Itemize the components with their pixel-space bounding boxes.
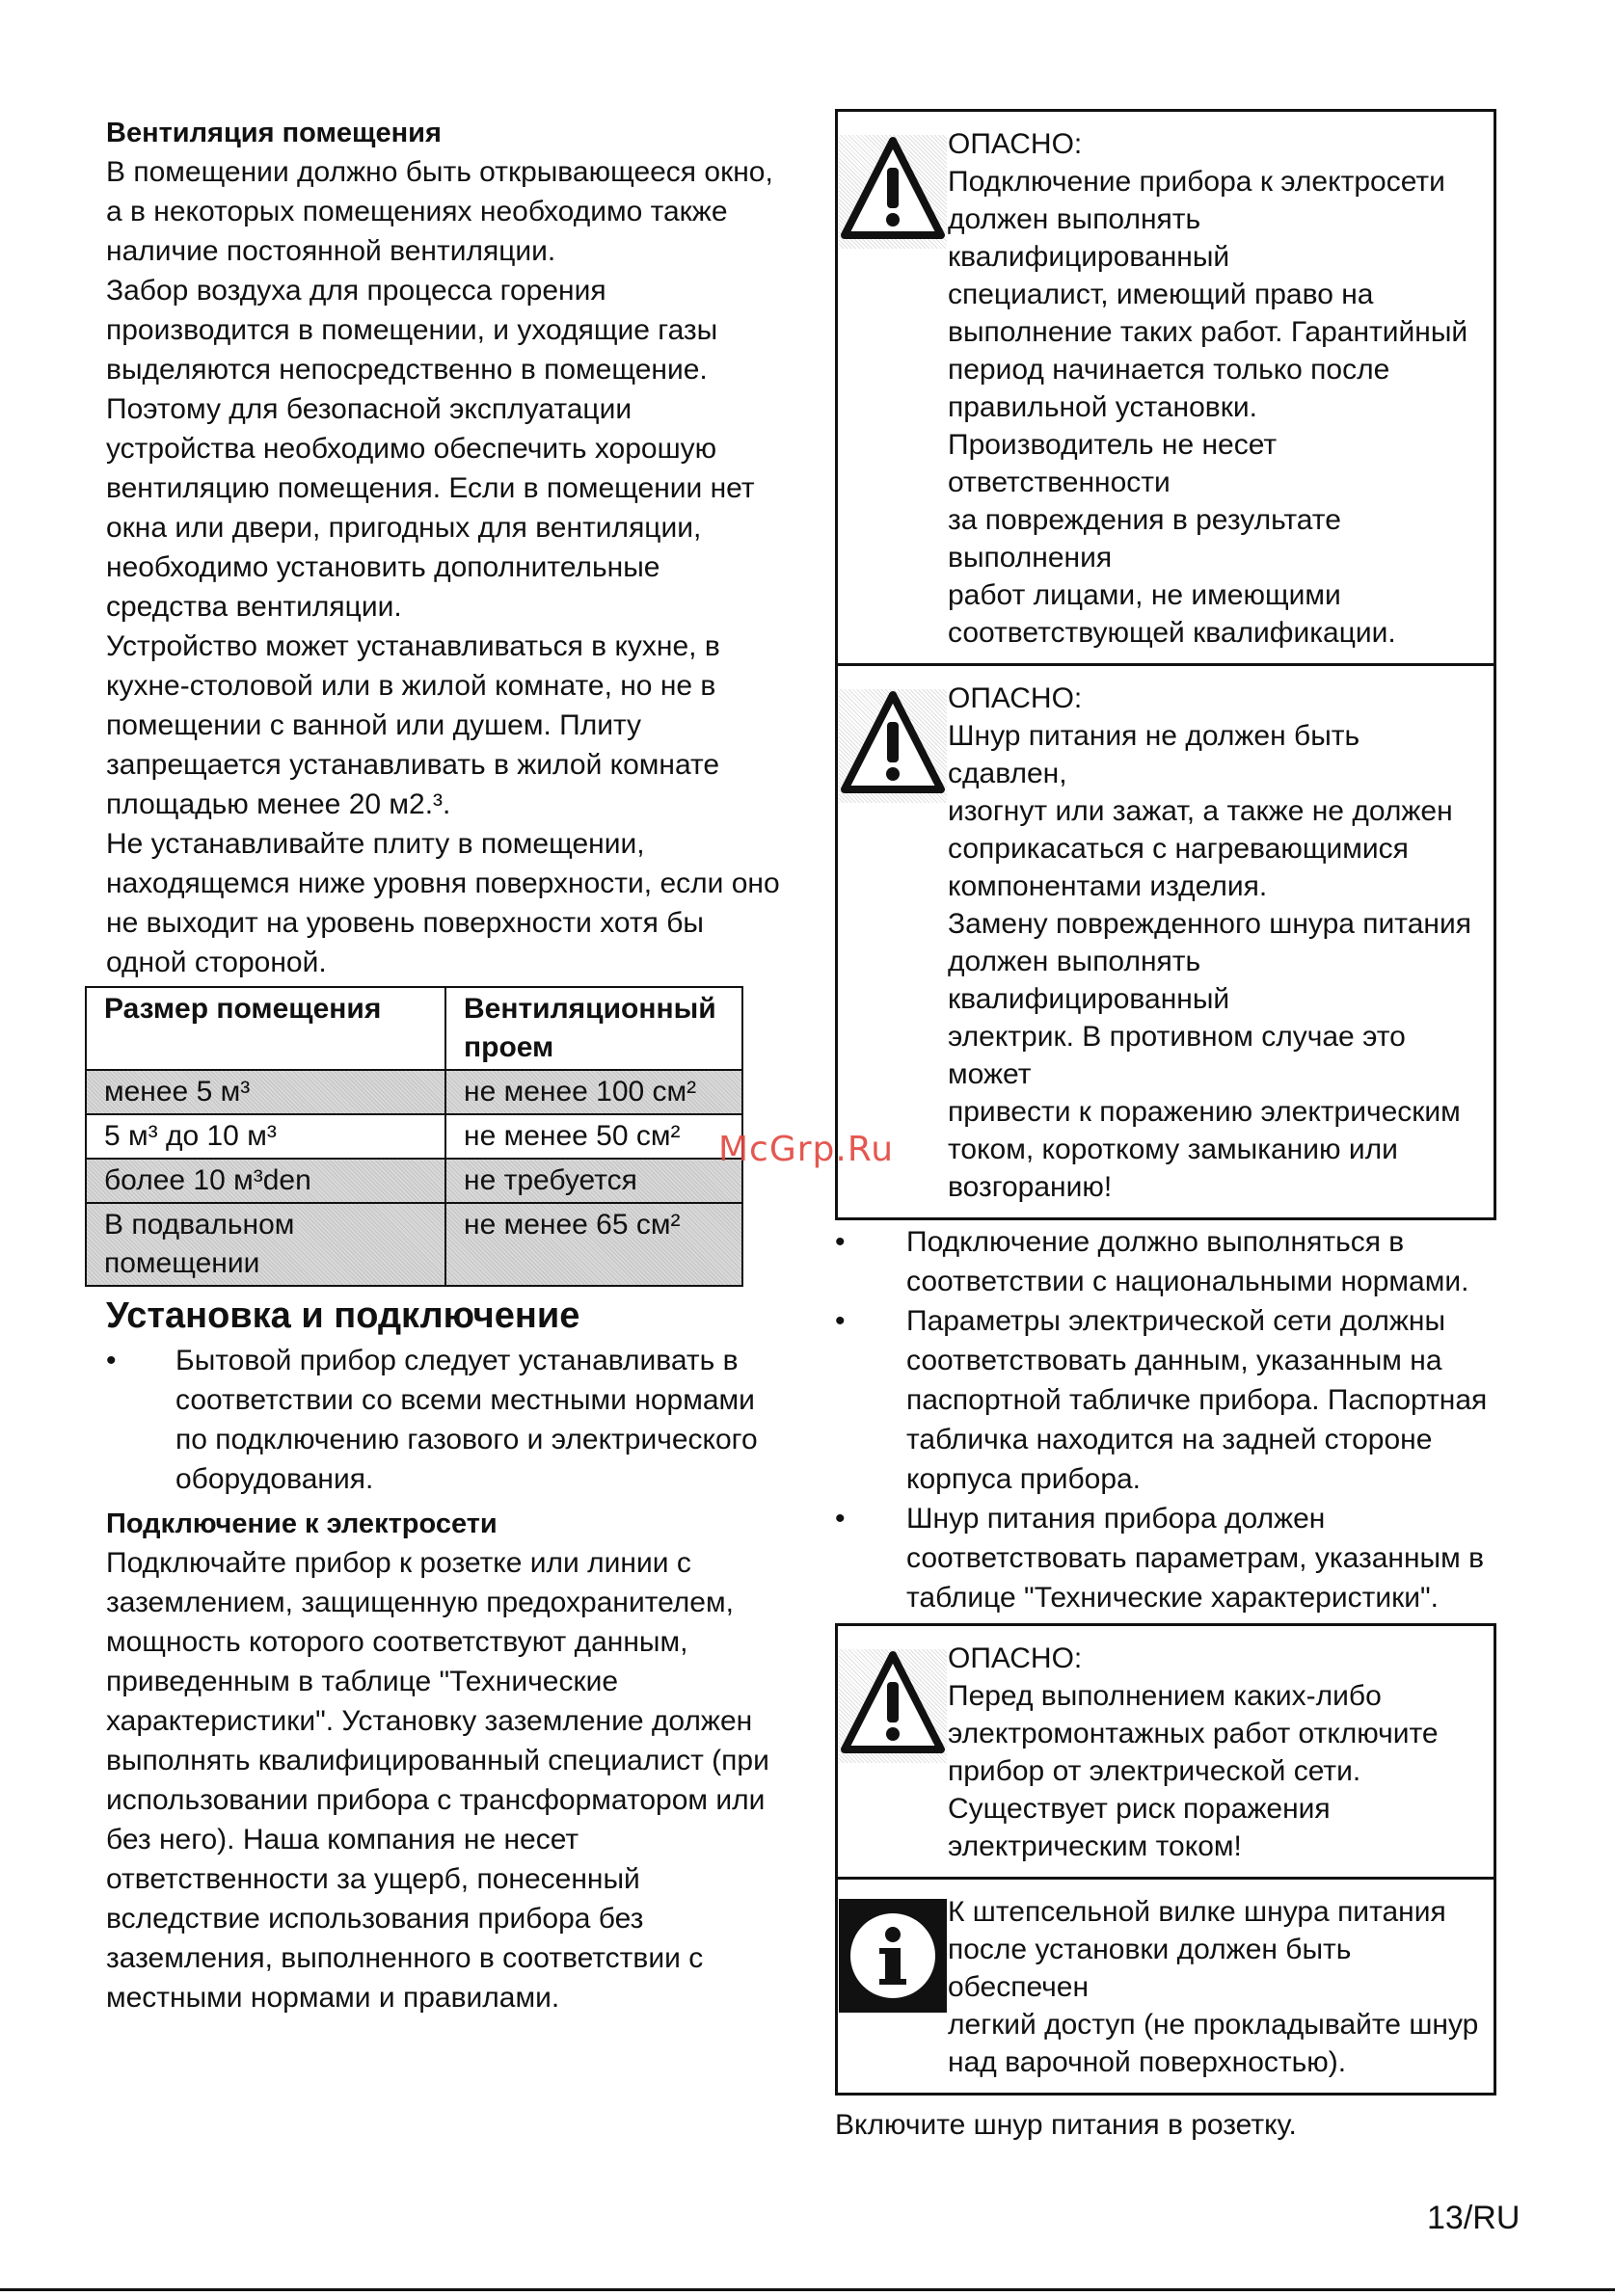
ventilation-heading: Вентиляция помещения [106, 118, 442, 148]
table-header-row [86, 987, 742, 1070]
danger-text: Перед выполнением каких-либо электромонтажных работ отключите прибор от электрической сети. Существует риск поражения электрическим током! [948, 1680, 1439, 1862]
connection-bullets [835, 1222, 1495, 1617]
ventilation-paragraph: Забор воздуха для процесса горения производится в помещении, и уходящие газы выделяются непосредственно в помещение. [106, 275, 718, 386]
table-cell: менее 5 м³ [86, 1070, 445, 1114]
table-row [86, 1203, 742, 1286]
table-row [86, 1114, 742, 1159]
warning-triangle-icon [839, 1649, 947, 1763]
right-column [835, 109, 1495, 2174]
danger-text: Замену поврежденного шнура питания должен выполнять квалифицированный электрик. В противном случае это может привести к поражению электрическим током, короткому замыканию или возгоранию! [948, 908, 1471, 1203]
table-cell: не менее 100 см² [445, 1070, 742, 1114]
watermark: McGrp.Ru [718, 1130, 895, 1169]
install-bullets [106, 1341, 781, 1499]
danger-box [838, 666, 1494, 1217]
table-header-cell: Вентиляционный проем [445, 987, 742, 1070]
warning-triangle-icon [839, 689, 947, 803]
ventilation-paragraph: Не устанавливайте плиту в помещении, находящемся ниже уровня поверхности, если оно не выходит на уровень поверхности хотя бы одной стороной. [106, 828, 780, 978]
warning-triangle-icon [839, 135, 947, 249]
table-cell: В подвальном помещении [86, 1203, 445, 1286]
closing-text: Включите шнур питания в розетку. [835, 2109, 1297, 2141]
electric-heading: Подключение к электросети [106, 1508, 498, 1539]
danger-title: ОПАСНО: [948, 682, 1083, 714]
electric-paragraph: Подключайте прибор к розетке или линии с заземлением, защищенную предохранителем, мощность которого соответствуют данным, приведенным в таблице "Технические характеристики". Установку заземление должен выполнять квалифицированный специалист (при использовании прибора с трансформатором или без него). Наша компания не несет ответственности за ущерб, понесенный вследствие использования прибора без заземления, выполненного в соответствии с местными нормами и правилами. [106, 1547, 769, 2014]
warning-group-top [835, 109, 1496, 1220]
info-icon [839, 1899, 947, 2013]
table-cell: 5 м³ до 10 м³ [86, 1114, 445, 1159]
table-cell: не менее 50 см² [445, 1114, 742, 1159]
list-item: • Параметры электрической сети должны соответствовать данным, указанным на паспортной табличке прибора. Паспортная табличка находится на задней стороне корпуса прибора. [835, 1301, 1495, 1499]
list-item: • Бытовой прибор следует устанавливать в соответствии со всеми местными нормами по подключению газового и электрического оборудования. [106, 1341, 781, 1499]
table-header-cell: Размер помещения [86, 987, 445, 1070]
table-cell: более 10 м³den [86, 1159, 445, 1203]
danger-text: Производитель не несет ответственности за повреждения в результате выполнения работ лицами, не имеющими соответствующей квалификации. [948, 429, 1396, 649]
list-item: • Подключение должно выполняться в соответствии с национальными нормами. [835, 1222, 1495, 1301]
danger-title: ОПАСНО: [948, 128, 1083, 160]
left-column [106, 114, 781, 2017]
danger-text: Шнур питания не должен быть сдавлен, изогнут или зажат, а также не должен соприкасаться с нагревающимися компонентами изделия. [948, 720, 1453, 902]
danger-box [838, 112, 1494, 666]
table-row [86, 1159, 742, 1203]
page-number: 13/RU [1427, 2200, 1521, 2236]
ventilation-paragraph: Поэтому для безопасной эксплуатации устройства необходимо обеспечить хорошую вентиляцию помещения. Если в помещении нет окна или двери, пригодных для вентиляции, необходимо установить дополнительные средства вентиляции. [106, 393, 755, 623]
ventilation-table [85, 986, 743, 1287]
ventilation-paragraph: В помещении должно быть открывающееся окно, а в некоторых помещениях необходимо также наличие постоянной вентиляции. [106, 156, 773, 267]
danger-box [838, 1626, 1494, 1880]
danger-text: Подключение прибора к электросети должен выполнять квалифицированный специалист, имеющий право на выполнение таких работ. Гарантийный период начинается только после правильной установки. [948, 166, 1468, 423]
table-row [86, 1070, 742, 1114]
ventilation-paragraph: Устройство может устанавливаться в кухне, в кухне-столовой или в жилой комнате, но не в помещении с ванной или душем. Плиту запрещается устанавливать в жилой комнате площадью менее 20 м2.³. [106, 630, 720, 820]
table-cell: не требуется [445, 1159, 742, 1203]
bottom-divider [0, 2288, 1615, 2291]
warning-group-bottom [835, 1623, 1496, 2096]
info-box [838, 1880, 1494, 2093]
danger-title: ОПАСНО: [948, 1642, 1083, 1674]
list-item: • Шнур питания прибора должен соответствовать параметрам, указанным в таблице "Технические характеристики". [835, 1499, 1495, 1617]
info-text: К штепсельной вилке шнура питания после установки должен быть обеспечен легкий доступ (не прокладывайте шнур над варочной поверхностью). [948, 1896, 1479, 2078]
table-cell: не менее 65 см² [445, 1203, 742, 1286]
install-heading: Установка и подключение [106, 1295, 580, 1336]
